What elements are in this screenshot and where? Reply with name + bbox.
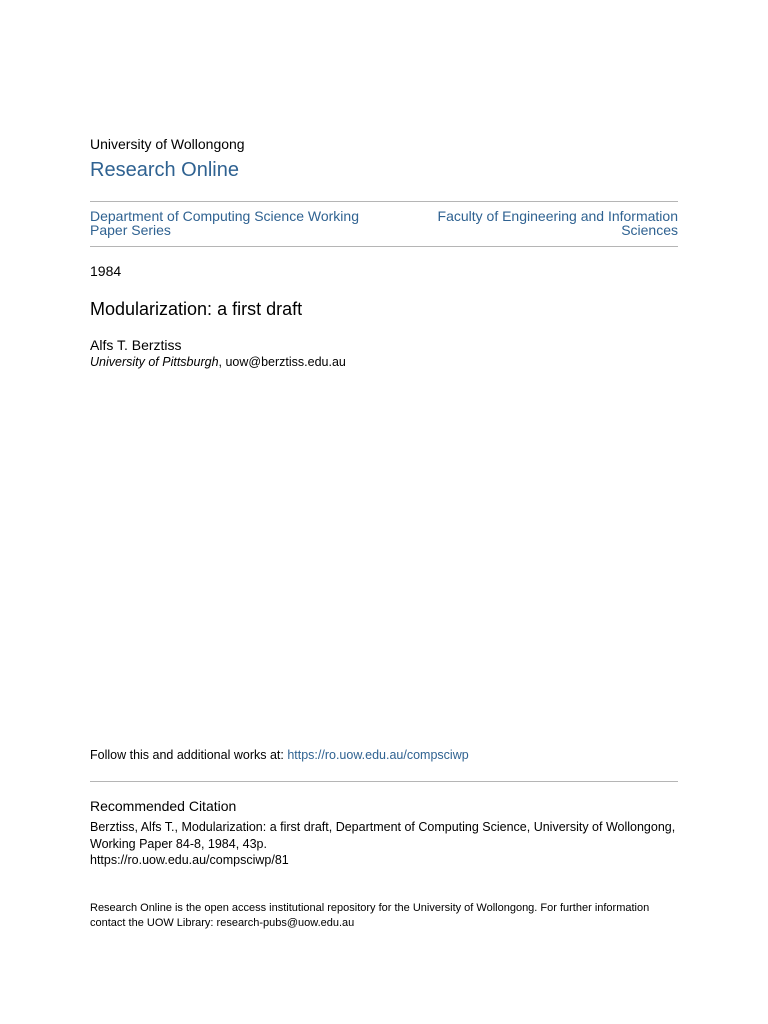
follow-line [90, 748, 469, 763]
author-email: , uow@berztiss.edu.au [218, 355, 346, 369]
divider-citation [90, 781, 678, 782]
footer-line: Research Online is the open access institutional repository for the University of Wollongong. For further information [90, 902, 650, 914]
institution-name: University of Wollongong [90, 136, 245, 152]
citation-line: Berztiss, Alfs T., Modularization: a first draft, Department of Computing Science, University of Wollongong, [90, 820, 676, 834]
divider-top [90, 201, 678, 202]
series-link-department[interactable]: Department of Computing Science Working Paper Series [90, 208, 359, 238]
author-affiliation [90, 355, 346, 370]
publication-year: 1984 [90, 263, 122, 279]
author-name: Alfs T. Berztiss [90, 337, 182, 353]
follow-link[interactable]: https://ro.uow.edu.au/compsciwp [287, 748, 469, 762]
repository-footer [90, 901, 678, 931]
paper-title: Modularization: a first draft [90, 299, 303, 319]
divider-series [90, 246, 678, 247]
footer-line: contact the UOW Library: research-pubs@uow.edu.au [90, 917, 355, 929]
citation-body [90, 819, 678, 869]
author-institution: University of Pittsburgh [90, 355, 219, 369]
series-link-faculty[interactable]: Faculty of Engineering and Information Sciences [437, 208, 678, 238]
cover-page [90, 0, 678, 1024]
citation-heading: Recommended Citation [90, 798, 237, 814]
repository-title-link[interactable]: Research Online [90, 159, 239, 181]
citation-url: https://ro.uow.edu.au/compsciwp/81 [90, 853, 289, 867]
follow-text: Follow this and additional works at: [90, 748, 288, 762]
citation-line: Working Paper 84-8, 1984, 43p. [90, 836, 267, 851]
